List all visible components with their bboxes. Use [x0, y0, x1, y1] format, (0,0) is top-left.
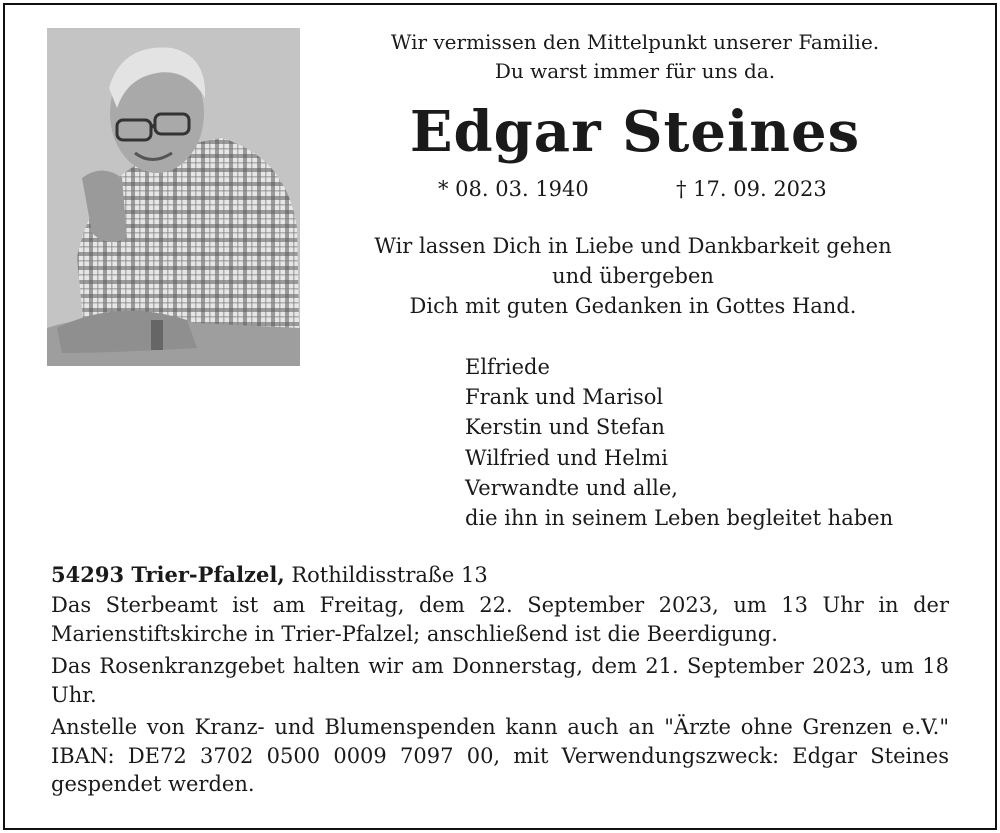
death-date: † 17. 09. 2023 — [676, 177, 827, 201]
portrait-illustration — [47, 28, 300, 366]
verse-line: Dich mit guten Gedanken in Gottes Hand. — [409, 294, 857, 318]
verse-line: Wir lassen Dich in Liebe und Dankbarkeit gehen — [374, 234, 892, 258]
funeral-mass-text: Das Sterbeamt ist am Freitag, dem 22. September 2023, um 13 Uhr in der Marienstiftskirche in Trier-Pfalzel; anschließend ist die Beerdigung. — [51, 593, 949, 646]
address-city: 54293 Trier-Pfalzel, — [51, 562, 285, 587]
mourner-entry: Verwandte und alle, — [465, 475, 678, 500]
farewell-verse — [320, 231, 946, 321]
intro-line: Wir vermissen den Mittelpunkt unserer Familie. — [390, 30, 880, 54]
mourners-list — [465, 352, 893, 533]
service-info — [51, 560, 949, 803]
address — [51, 560, 949, 590]
intro-text — [320, 28, 950, 86]
portrait-photo — [47, 28, 300, 366]
mourner-entry: Frank und Marisol — [465, 385, 664, 410]
rosary-text: Das Rosenkranzgebet halten wir am Donnerstag, dem 21. September 2023, um 18 Uhr. — [51, 654, 949, 707]
intro-line: Du warst immer für uns da. — [494, 59, 776, 83]
mourner-entry: Kerstin und Stefan — [465, 415, 665, 440]
address-street: Rothildisstraße 13 — [284, 563, 488, 587]
deceased-name: Edgar Steines — [409, 99, 861, 165]
mourner-entry: die ihn in seinem Leben begleitet haben — [465, 506, 894, 531]
verse-line: und übergeben — [552, 264, 714, 288]
mourner-entry: Wilfried und Helmi — [465, 445, 668, 470]
donation-text: Anstelle von Kranz- und Blumenspenden kann auch an "Ärzte ohne Grenzen e.V." IBAN: DE72 3702 0500 0009 7097 00, mit Verwendungszweck: Edgar Steines gespendet werden. — [51, 715, 949, 796]
mourner-entry: Elfriede — [465, 355, 550, 379]
birth-date: * 08. 03. 1940 — [438, 177, 589, 201]
